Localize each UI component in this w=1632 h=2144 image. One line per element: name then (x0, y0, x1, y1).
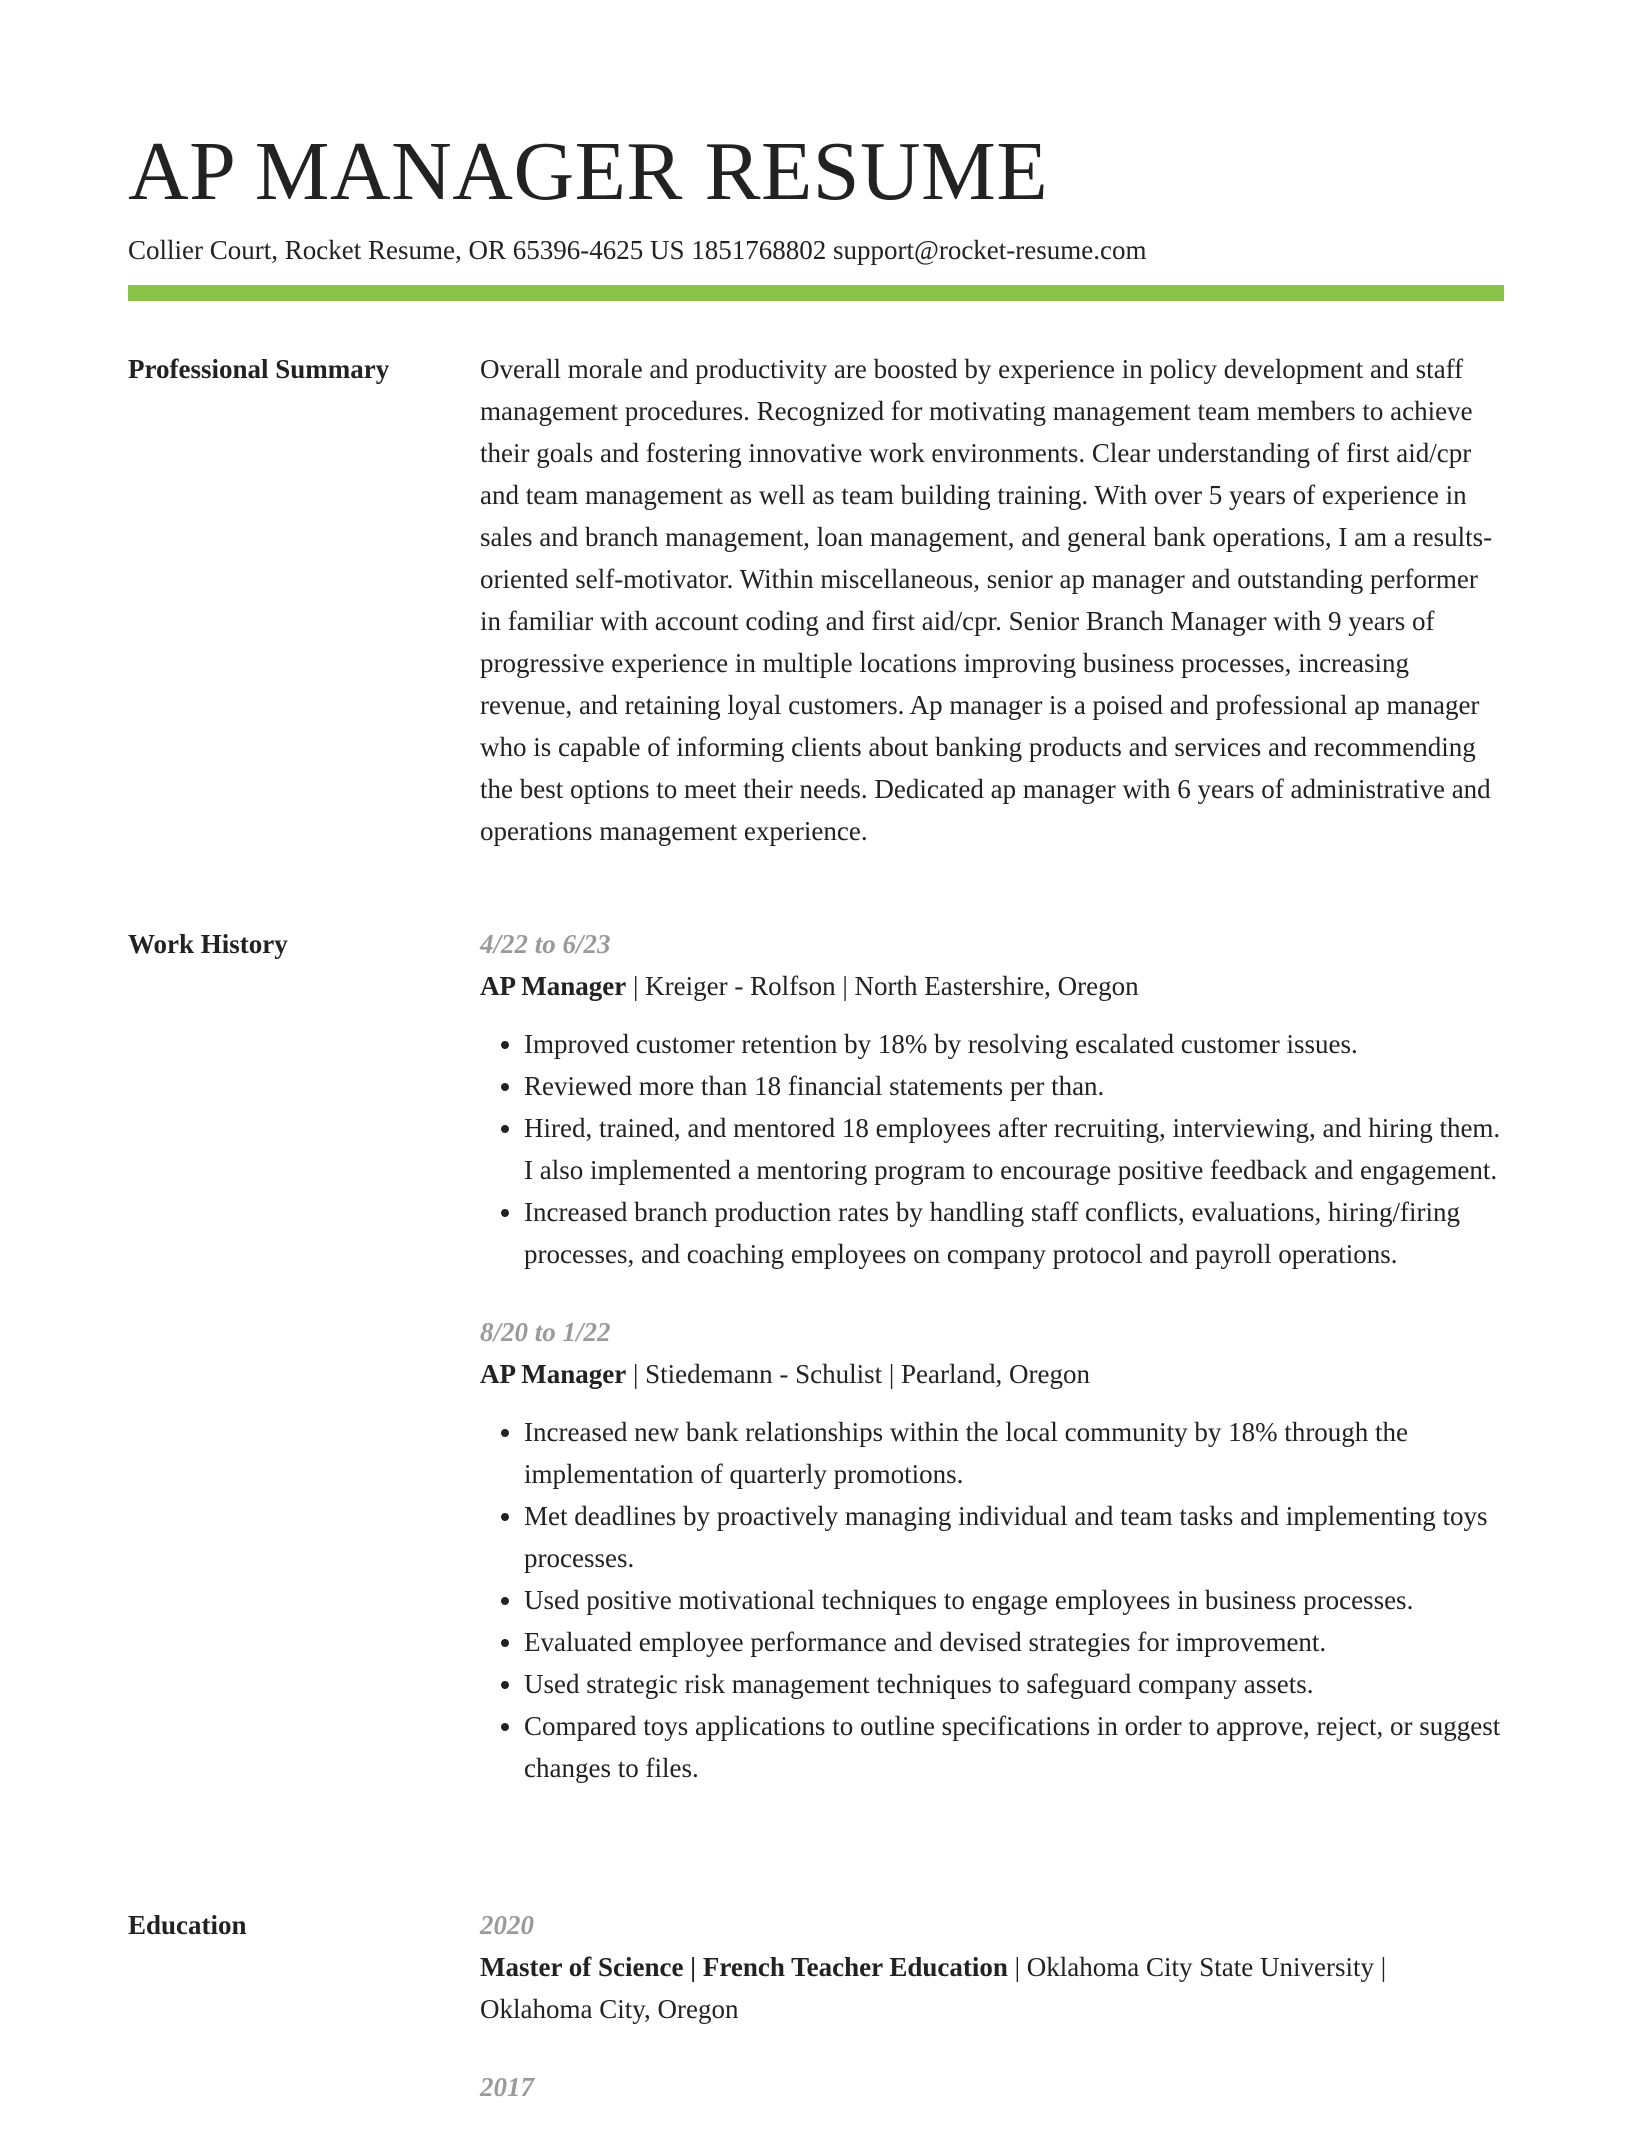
job-heading (480, 1353, 1504, 1395)
job-bullet: • Increased new bank relationships within the local community by 18% through the implementation of quarterly promotions. (524, 1411, 1504, 1495)
job-bullet: • Used positive motivational techniques to engage employees in business processes. (524, 1579, 1504, 1621)
job-dates: 4/22 to 6/23 (480, 929, 611, 959)
job-bullet: • Evaluated employee performance and devised strategies for improvement. (524, 1621, 1504, 1663)
resume-title: AP MANAGER RESUME (128, 125, 1049, 218)
education-year: 2020 (480, 1910, 534, 1940)
job-title: AP Manager (480, 1359, 627, 1389)
job-bullets (480, 1411, 1504, 1789)
job-title: AP Manager (480, 971, 627, 1001)
job-details: | Kreiger - Rolfson | North Eastershire, Oregon (626, 971, 1139, 1001)
summary-body (480, 348, 1504, 852)
job-bullet: • Met deadlines by proactively managing individual and team tasks and implementing toys processes. (524, 1495, 1504, 1579)
job-bullet: • Improved customer retention by 18% by resolving escalated customer issues. (524, 1023, 1504, 1065)
education-entry (480, 1904, 1504, 2030)
education-entry (480, 2066, 1504, 2108)
work-history-label: Work History (128, 929, 288, 959)
education-heading (480, 1946, 1504, 2030)
job-entry (480, 1311, 1504, 1789)
education-details: | Oklahoma City State University | Oklahoma City, Oregon (480, 1952, 1387, 2024)
education-degree: Master of Science | French Teacher Education (480, 1952, 1008, 1982)
header-divider (128, 285, 1504, 301)
job-bullet: • Compared toys applications to outline specifications in order to approve, reject, or suggest changes to files. (524, 1705, 1504, 1789)
job-bullet: • Increased branch production rates by handling staff conflicts, evaluations, hiring/firing processes, and coaching employees on company protocol and payroll operations. (524, 1191, 1504, 1275)
education-year: 2017 (480, 2072, 534, 2102)
job-bullet: • Reviewed more than 18 financial statements per than. (524, 1065, 1504, 1107)
job-heading (480, 965, 1504, 1007)
job-dates: 8/20 to 1/22 (480, 1317, 611, 1347)
work-history-body (480, 923, 1504, 1825)
contact-line: Collier Court, Rocket Resume, OR 65396-4625 US 1851768802 support@rocket-resume.com (128, 235, 1147, 265)
summary-text: Overall morale and productivity are boosted by experience in policy development and staff management procedures. Recognized for motivating management team members to achieve their goals and fostering innovative work environments. Clear understanding of first aid/cpr and team management as well as team building training. With over 5 years of experience in sales and branch management, loan management, and general bank operations, I am a results-oriented self-motivator. Within miscellaneous, senior ap manager and outstanding performer in familiar with account coding and first aid/cpr. Senior Branch Manager with 9 years of progressive experience in multiple locations improving business processes, increasing revenue, and retaining loyal customers. Ap manager is a poised and professional ap manager who is capable of informing clients about banking products and services and recommending the best options to meet their needs. Dedicated ap manager with 6 years of administrative and operations management experience. (480, 354, 1493, 846)
summary-label: Professional Summary (128, 354, 390, 384)
job-entry (480, 923, 1504, 1275)
job-bullet: • Used strategic risk management techniques to safeguard company assets. (524, 1663, 1504, 1705)
education-label: Education (128, 1910, 247, 1940)
job-bullets (480, 1023, 1504, 1275)
job-bullet: • Hired, trained, and mentored 18 employees after recruiting, interviewing, and hiring them. I also implemented a mentoring program to encourage positive feedback and engagement. (524, 1107, 1504, 1191)
job-details: | Stiedemann - Schulist | Pearland, Oregon (626, 1359, 1090, 1389)
education-body (480, 1904, 1504, 2144)
